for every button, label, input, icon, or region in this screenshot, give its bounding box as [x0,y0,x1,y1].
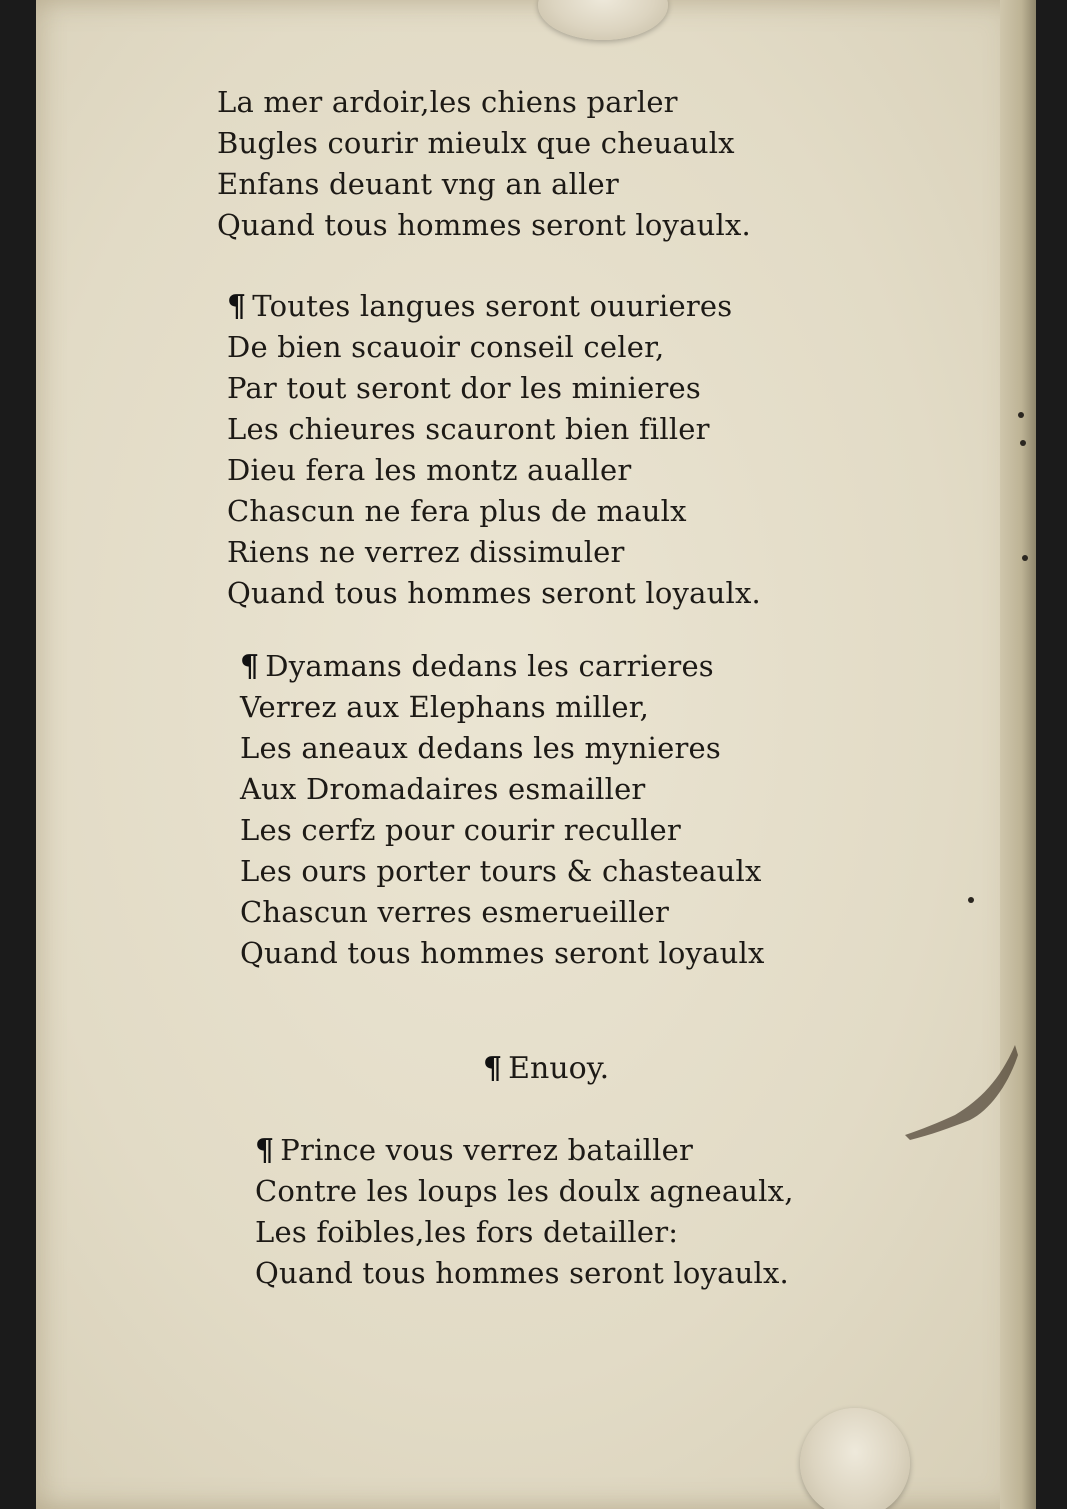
verse-line: Chascun verres esmerueiller [240,895,670,929]
verse-line: Les foibles,les fors detailler: [255,1215,679,1249]
verse-line: Riens ne verrez dissimuler [227,535,625,569]
verse-line: De bien scauoir conseil celer, [227,330,665,364]
verse-line [227,286,761,327]
envoy-heading [483,1048,609,1089]
ink-speck [1022,555,1028,561]
verse-line: Verrez aux Elephans miller, [240,690,650,724]
verse-line: Quand tous hommes seront loyaulx. [255,1256,789,1290]
ink-speck [1020,440,1026,446]
verse-line [240,646,765,687]
verse-line: Quand tous hommes seront loyaulx [240,936,765,970]
verse-line: Quand tous hommes seront loyaulx. [217,208,751,242]
verse-text: Toutes langues seront ouurieres [252,289,733,323]
verse-line: Bugles courir mieulx que cheuaulx [217,126,735,160]
verse-line [255,1130,794,1171]
verse-line: Enfans deuant vng an aller [217,167,619,201]
pilcrow-icon: ¶ [227,289,247,324]
verse-line: Les aneaux dedans les mynieres [240,731,721,765]
verse-line: Dieu fera les montz aualler [227,453,632,487]
verse-line: Par tout seront dor les minieres [227,371,701,405]
ink-speck [968,897,974,903]
verse-line: Les cerfz pour courir reculler [240,813,681,847]
verse-line: Quand tous hommes seront loyaulx. [227,576,761,610]
pilcrow-icon: ¶ [483,1051,503,1086]
verse-text: Dyamans dedans les carrieres [265,649,714,683]
verse-text: Prince vous verrez batailler [280,1133,694,1167]
verse-line: Les ours porter tours & chasteaulx [240,854,762,888]
pilcrow-icon: ¶ [255,1133,275,1168]
verse-line: Contre les loups les doulx agneaulx, [255,1174,794,1208]
stanza-2 [227,286,761,614]
ink-speck [1018,412,1024,418]
stanza-3 [240,646,765,974]
pilcrow-icon: ¶ [240,649,260,684]
verse-line: Aux Dromadaires esmailler [240,772,646,806]
envoy-label: Enuoy. [508,1051,610,1086]
verse-line: Les chieures scauront bien filler [227,412,710,446]
stanza-envoy [255,1130,794,1294]
verse-line: La mer ardoir,les chiens parler [217,85,678,119]
verse-line: Chascun ne fera plus de maulx [227,494,687,528]
stanza-1 [217,82,751,246]
